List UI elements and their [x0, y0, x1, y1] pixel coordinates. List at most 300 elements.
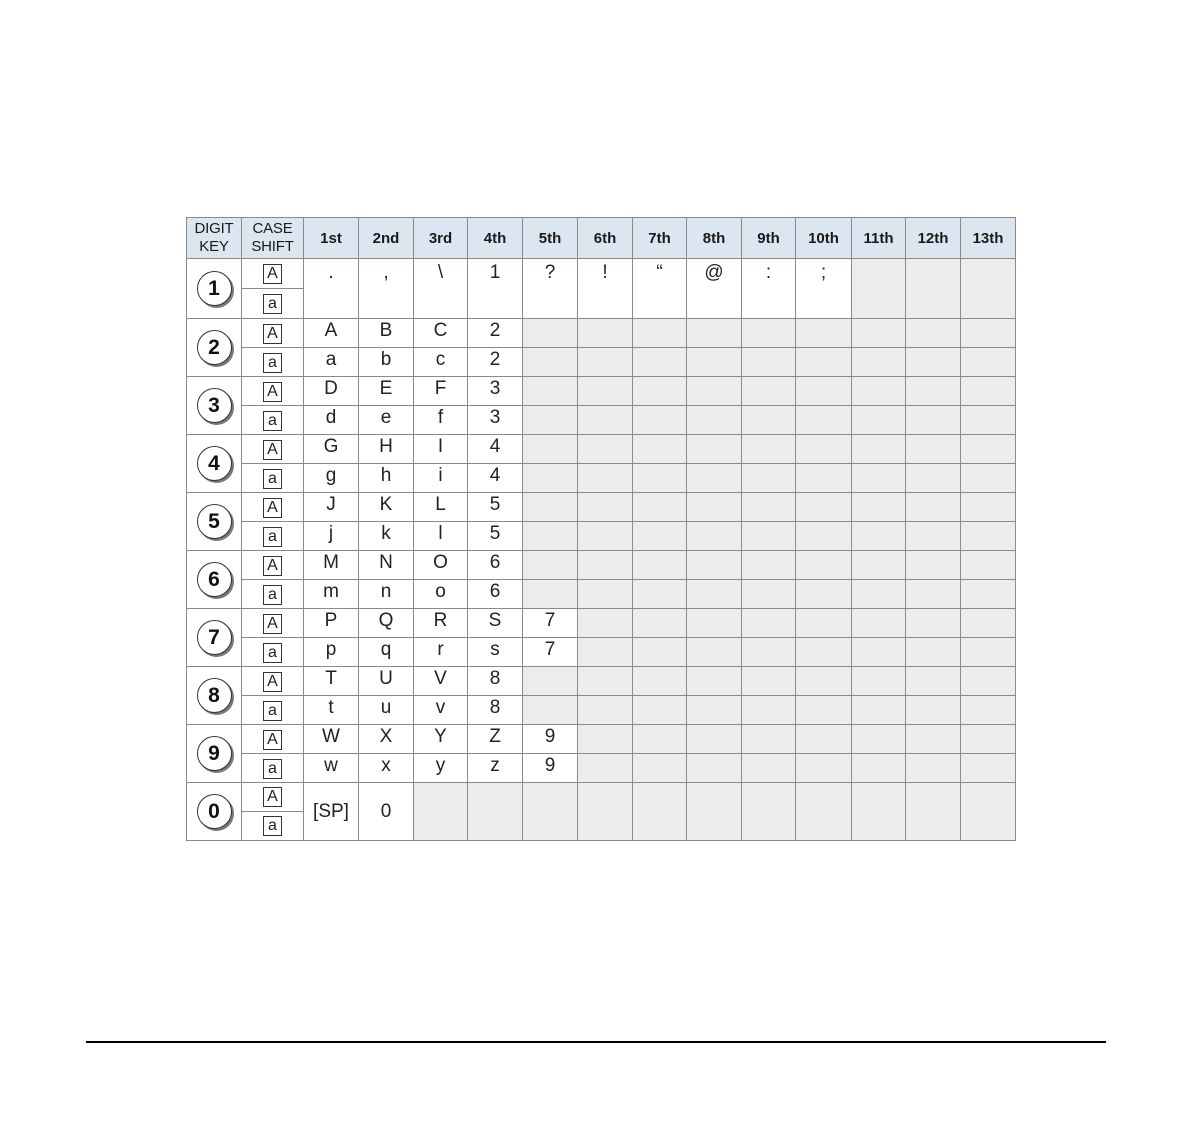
case-cell — [242, 696, 304, 725]
empty-cell — [523, 696, 578, 725]
empty-cell — [687, 609, 742, 638]
digit-key-icon: 3 — [197, 388, 232, 423]
header-position: 1st — [304, 218, 359, 259]
char-cell: A — [304, 319, 359, 348]
char-cell: E — [359, 377, 414, 406]
empty-cell — [578, 435, 633, 464]
case-cell — [242, 580, 304, 609]
empty-cell — [523, 464, 578, 493]
case-cell — [242, 348, 304, 377]
empty-cell — [852, 319, 906, 348]
empty-cell — [687, 406, 742, 435]
header-case-shift: CASE SHIFT — [242, 218, 304, 259]
char-cell: Q — [359, 609, 414, 638]
case-cell — [242, 493, 304, 522]
char-cell: 2 — [468, 319, 523, 348]
header-position: 8th — [687, 218, 742, 259]
char-cell: 6 — [468, 580, 523, 609]
empty-cell — [578, 493, 633, 522]
empty-cell — [578, 725, 633, 754]
empty-cell — [742, 783, 796, 841]
empty-cell — [906, 348, 961, 377]
empty-cell — [633, 522, 687, 551]
header-position: 12th — [906, 218, 961, 259]
empty-cell — [852, 464, 906, 493]
empty-cell — [633, 580, 687, 609]
header-digit-key: DIGIT KEY — [187, 218, 242, 259]
empty-cell — [796, 667, 852, 696]
empty-cell — [578, 464, 633, 493]
char-cell: 5 — [468, 522, 523, 551]
char-cell: R — [414, 609, 468, 638]
uppercase-icon: A — [263, 382, 282, 402]
empty-cell — [906, 464, 961, 493]
empty-cell — [742, 435, 796, 464]
empty-cell — [633, 319, 687, 348]
empty-cell — [523, 348, 578, 377]
empty-cell — [578, 696, 633, 725]
char-cell: u — [359, 696, 414, 725]
empty-cell — [578, 783, 633, 841]
empty-cell — [796, 609, 852, 638]
char-cell: B — [359, 319, 414, 348]
key-row — [187, 696, 1016, 725]
char-cell: L — [414, 493, 468, 522]
case-lower — [242, 812, 303, 840]
char-cell: n — [359, 580, 414, 609]
empty-cell — [796, 783, 852, 841]
key-row — [187, 783, 1016, 841]
header-position: 10th — [796, 218, 852, 259]
lowercase-icon: a — [263, 585, 282, 605]
empty-cell — [578, 406, 633, 435]
empty-cell — [578, 551, 633, 580]
footer-rule — [86, 1041, 1106, 1043]
empty-cell — [961, 377, 1016, 406]
key-row — [187, 754, 1016, 783]
empty-cell — [523, 319, 578, 348]
digit-key-cell — [187, 493, 242, 551]
char-cell: V — [414, 667, 468, 696]
empty-cell — [906, 377, 961, 406]
key-row — [187, 435, 1016, 464]
header-position: 2nd — [359, 218, 414, 259]
char-cell: Y — [414, 725, 468, 754]
char-cell: l — [414, 522, 468, 551]
empty-cell — [796, 725, 852, 754]
char-cell: 1 — [468, 259, 523, 319]
char-cell: U — [359, 667, 414, 696]
key-row — [187, 319, 1016, 348]
char-cell: 7 — [523, 638, 578, 667]
empty-cell — [961, 696, 1016, 725]
empty-cell — [523, 667, 578, 696]
empty-cell — [633, 725, 687, 754]
char-cell: N — [359, 551, 414, 580]
char-cell: P — [304, 609, 359, 638]
char-cell: : — [742, 259, 796, 319]
char-cell: x — [359, 754, 414, 783]
case-upper — [242, 783, 303, 812]
empty-cell — [796, 522, 852, 551]
char-cell: 8 — [468, 696, 523, 725]
char-cell: I — [414, 435, 468, 464]
lowercase-icon: a — [263, 294, 282, 314]
empty-cell — [906, 551, 961, 580]
lowercase-icon: a — [263, 701, 282, 721]
header-position: 13th — [961, 218, 1016, 259]
empty-cell — [742, 551, 796, 580]
empty-cell — [852, 638, 906, 667]
key-row — [187, 406, 1016, 435]
empty-cell — [687, 493, 742, 522]
empty-cell — [796, 406, 852, 435]
empty-cell — [633, 406, 687, 435]
empty-cell — [852, 259, 906, 319]
empty-cell — [633, 551, 687, 580]
char-cell: p — [304, 638, 359, 667]
case-cell — [242, 406, 304, 435]
char-cell: 2 — [468, 348, 523, 377]
digit-key-icon: 7 — [197, 620, 232, 655]
empty-cell — [523, 522, 578, 551]
char-cell: 9 — [523, 725, 578, 754]
char-cell: 6 — [468, 551, 523, 580]
empty-cell — [742, 493, 796, 522]
digit-key-icon: 8 — [197, 678, 232, 713]
uppercase-icon: A — [263, 556, 282, 576]
digit-key-cell — [187, 319, 242, 377]
lowercase-icon: a — [263, 527, 282, 547]
empty-cell — [906, 609, 961, 638]
case-cell — [242, 435, 304, 464]
digit-key-icon: 9 — [197, 736, 232, 771]
empty-cell — [961, 259, 1016, 319]
case-pair — [242, 783, 303, 840]
empty-cell — [687, 464, 742, 493]
empty-cell — [852, 435, 906, 464]
empty-cell — [687, 783, 742, 841]
empty-cell — [852, 754, 906, 783]
char-cell: F — [414, 377, 468, 406]
case-cell — [242, 377, 304, 406]
key-row — [187, 725, 1016, 754]
empty-cell — [796, 464, 852, 493]
key-row — [187, 667, 1016, 696]
empty-cell — [687, 348, 742, 377]
header-position: 11th — [852, 218, 906, 259]
digit-key-icon: 4 — [197, 446, 232, 481]
empty-cell — [961, 493, 1016, 522]
char-cell: C — [414, 319, 468, 348]
empty-cell — [742, 696, 796, 725]
empty-cell — [796, 435, 852, 464]
char-cell: . — [304, 259, 359, 319]
char-cell: a — [304, 348, 359, 377]
digit-key-icon: 2 — [197, 330, 232, 365]
empty-cell — [796, 348, 852, 377]
empty-cell — [523, 435, 578, 464]
empty-cell — [633, 667, 687, 696]
digit-key-cell — [187, 609, 242, 667]
empty-cell — [852, 725, 906, 754]
char-cell: f — [414, 406, 468, 435]
char-cell: J — [304, 493, 359, 522]
empty-cell — [742, 580, 796, 609]
empty-cell — [961, 754, 1016, 783]
uppercase-icon: A — [263, 672, 282, 692]
char-cell: H — [359, 435, 414, 464]
empty-cell — [796, 377, 852, 406]
uppercase-icon: A — [263, 730, 282, 750]
digit-key-cell — [187, 551, 242, 609]
empty-cell — [906, 259, 961, 319]
empty-cell — [961, 319, 1016, 348]
empty-cell — [687, 319, 742, 348]
empty-cell — [633, 783, 687, 841]
empty-cell — [687, 377, 742, 406]
empty-cell — [742, 667, 796, 696]
digit-key-cell — [187, 725, 242, 783]
lowercase-icon: a — [263, 353, 282, 373]
char-cell: s — [468, 638, 523, 667]
header-position: 4th — [468, 218, 523, 259]
char-cell: 3 — [468, 377, 523, 406]
char-cell: 8 — [468, 667, 523, 696]
char-cell: t — [304, 696, 359, 725]
lowercase-icon: a — [263, 643, 282, 663]
empty-cell — [796, 493, 852, 522]
empty-cell — [633, 638, 687, 667]
empty-cell — [633, 696, 687, 725]
empty-cell — [523, 551, 578, 580]
char-cell: ! — [578, 259, 633, 319]
header-position: 5th — [523, 218, 578, 259]
empty-cell — [523, 580, 578, 609]
case-pair — [242, 259, 303, 318]
case-cell — [242, 609, 304, 638]
char-cell: \ — [414, 259, 468, 319]
uppercase-icon: A — [263, 264, 282, 284]
char-cell: 7 — [523, 609, 578, 638]
empty-cell — [906, 319, 961, 348]
empty-cell — [961, 435, 1016, 464]
digit-key-icon: 0 — [197, 794, 232, 829]
empty-cell — [578, 377, 633, 406]
empty-cell — [687, 580, 742, 609]
uppercase-icon: A — [263, 440, 282, 460]
empty-cell — [961, 551, 1016, 580]
empty-cell — [523, 783, 578, 841]
empty-cell — [906, 435, 961, 464]
empty-cell — [687, 522, 742, 551]
char-cell: G — [304, 435, 359, 464]
empty-cell — [906, 696, 961, 725]
empty-cell — [961, 522, 1016, 551]
empty-cell — [906, 667, 961, 696]
empty-cell — [906, 754, 961, 783]
uppercase-icon: A — [263, 787, 282, 807]
empty-cell — [852, 696, 906, 725]
empty-cell — [852, 406, 906, 435]
key-row — [187, 493, 1016, 522]
empty-cell — [852, 667, 906, 696]
case-cell — [242, 319, 304, 348]
empty-cell — [906, 522, 961, 551]
empty-cell — [633, 754, 687, 783]
key-row — [187, 348, 1016, 377]
digit-key-cell — [187, 667, 242, 725]
empty-cell — [633, 493, 687, 522]
empty-cell — [687, 435, 742, 464]
empty-cell — [578, 667, 633, 696]
char-cell: z — [468, 754, 523, 783]
char-cell: T — [304, 667, 359, 696]
key-row — [187, 464, 1016, 493]
char-cell: b — [359, 348, 414, 377]
empty-cell — [961, 348, 1016, 377]
char-cell: i — [414, 464, 468, 493]
empty-cell — [687, 725, 742, 754]
char-cell: d — [304, 406, 359, 435]
char-cell: ; — [796, 259, 852, 319]
empty-cell — [742, 522, 796, 551]
empty-cell — [961, 638, 1016, 667]
char-cell: 0 — [359, 783, 414, 841]
char-cell: K — [359, 493, 414, 522]
char-cell: 3 — [468, 406, 523, 435]
empty-cell — [578, 609, 633, 638]
empty-cell — [742, 319, 796, 348]
key-row — [187, 580, 1016, 609]
char-cell: w — [304, 754, 359, 783]
empty-cell — [961, 725, 1016, 754]
char-cell: y — [414, 754, 468, 783]
empty-cell — [578, 638, 633, 667]
char-cell: S — [468, 609, 523, 638]
character-entry-table — [186, 217, 1016, 841]
uppercase-icon: A — [263, 614, 282, 634]
char-cell: c — [414, 348, 468, 377]
empty-cell — [687, 551, 742, 580]
empty-cell — [523, 493, 578, 522]
empty-cell — [742, 638, 796, 667]
char-cell: o — [414, 580, 468, 609]
char-cell: “ — [633, 259, 687, 319]
lowercase-icon: a — [263, 411, 282, 431]
empty-cell — [578, 522, 633, 551]
lowercase-icon: a — [263, 816, 282, 836]
lowercase-icon: a — [263, 469, 282, 489]
uppercase-icon: A — [263, 324, 282, 344]
empty-cell — [906, 725, 961, 754]
empty-cell — [687, 638, 742, 667]
char-cell: e — [359, 406, 414, 435]
empty-cell — [578, 754, 633, 783]
char-cell: k — [359, 522, 414, 551]
uppercase-icon: A — [263, 498, 282, 518]
digit-key-cell — [187, 435, 242, 493]
empty-cell — [852, 609, 906, 638]
empty-cell — [687, 667, 742, 696]
empty-cell — [852, 783, 906, 841]
char-cell: h — [359, 464, 414, 493]
char-cell: 4 — [468, 435, 523, 464]
header-position: 9th — [742, 218, 796, 259]
case-cell — [242, 551, 304, 580]
char-cell: M — [304, 551, 359, 580]
case-cell — [242, 638, 304, 667]
empty-cell — [742, 609, 796, 638]
char-cell: W — [304, 725, 359, 754]
header-position: 6th — [578, 218, 633, 259]
char-cell: D — [304, 377, 359, 406]
empty-cell — [961, 406, 1016, 435]
empty-cell — [742, 406, 796, 435]
empty-cell — [742, 464, 796, 493]
header-position: 3rd — [414, 218, 468, 259]
char-cell: v — [414, 696, 468, 725]
empty-cell — [906, 580, 961, 609]
char-cell: q — [359, 638, 414, 667]
empty-cell — [906, 493, 961, 522]
case-cell — [242, 667, 304, 696]
char-cell: 4 — [468, 464, 523, 493]
key-row — [187, 609, 1016, 638]
empty-cell — [414, 783, 468, 841]
empty-cell — [742, 754, 796, 783]
empty-cell — [961, 783, 1016, 841]
empty-cell — [852, 522, 906, 551]
char-cell: X — [359, 725, 414, 754]
char-cell: @ — [687, 259, 742, 319]
char-cell: j — [304, 522, 359, 551]
empty-cell — [742, 348, 796, 377]
empty-cell — [687, 696, 742, 725]
empty-cell — [468, 783, 523, 841]
char-cell: ? — [523, 259, 578, 319]
lowercase-icon: a — [263, 759, 282, 779]
empty-cell — [523, 406, 578, 435]
empty-cell — [633, 435, 687, 464]
empty-cell — [796, 319, 852, 348]
empty-cell — [906, 783, 961, 841]
empty-cell — [578, 348, 633, 377]
empty-cell — [578, 319, 633, 348]
digit-key-cell — [187, 259, 242, 319]
digit-key-icon: 5 — [197, 504, 232, 539]
empty-cell — [852, 551, 906, 580]
empty-cell — [796, 580, 852, 609]
empty-cell — [742, 725, 796, 754]
empty-cell — [633, 377, 687, 406]
case-cell — [242, 754, 304, 783]
empty-cell — [961, 667, 1016, 696]
header-row — [187, 218, 1016, 259]
digit-key-cell — [187, 377, 242, 435]
char-cell: 5 — [468, 493, 523, 522]
empty-cell — [961, 609, 1016, 638]
empty-cell — [961, 464, 1016, 493]
empty-cell — [852, 580, 906, 609]
empty-cell — [523, 377, 578, 406]
key-row — [187, 259, 1016, 319]
char-cell: m — [304, 580, 359, 609]
empty-cell — [906, 406, 961, 435]
digit-key-icon: 6 — [197, 562, 232, 597]
key-row — [187, 551, 1016, 580]
char-cell: [SP] — [304, 783, 359, 841]
